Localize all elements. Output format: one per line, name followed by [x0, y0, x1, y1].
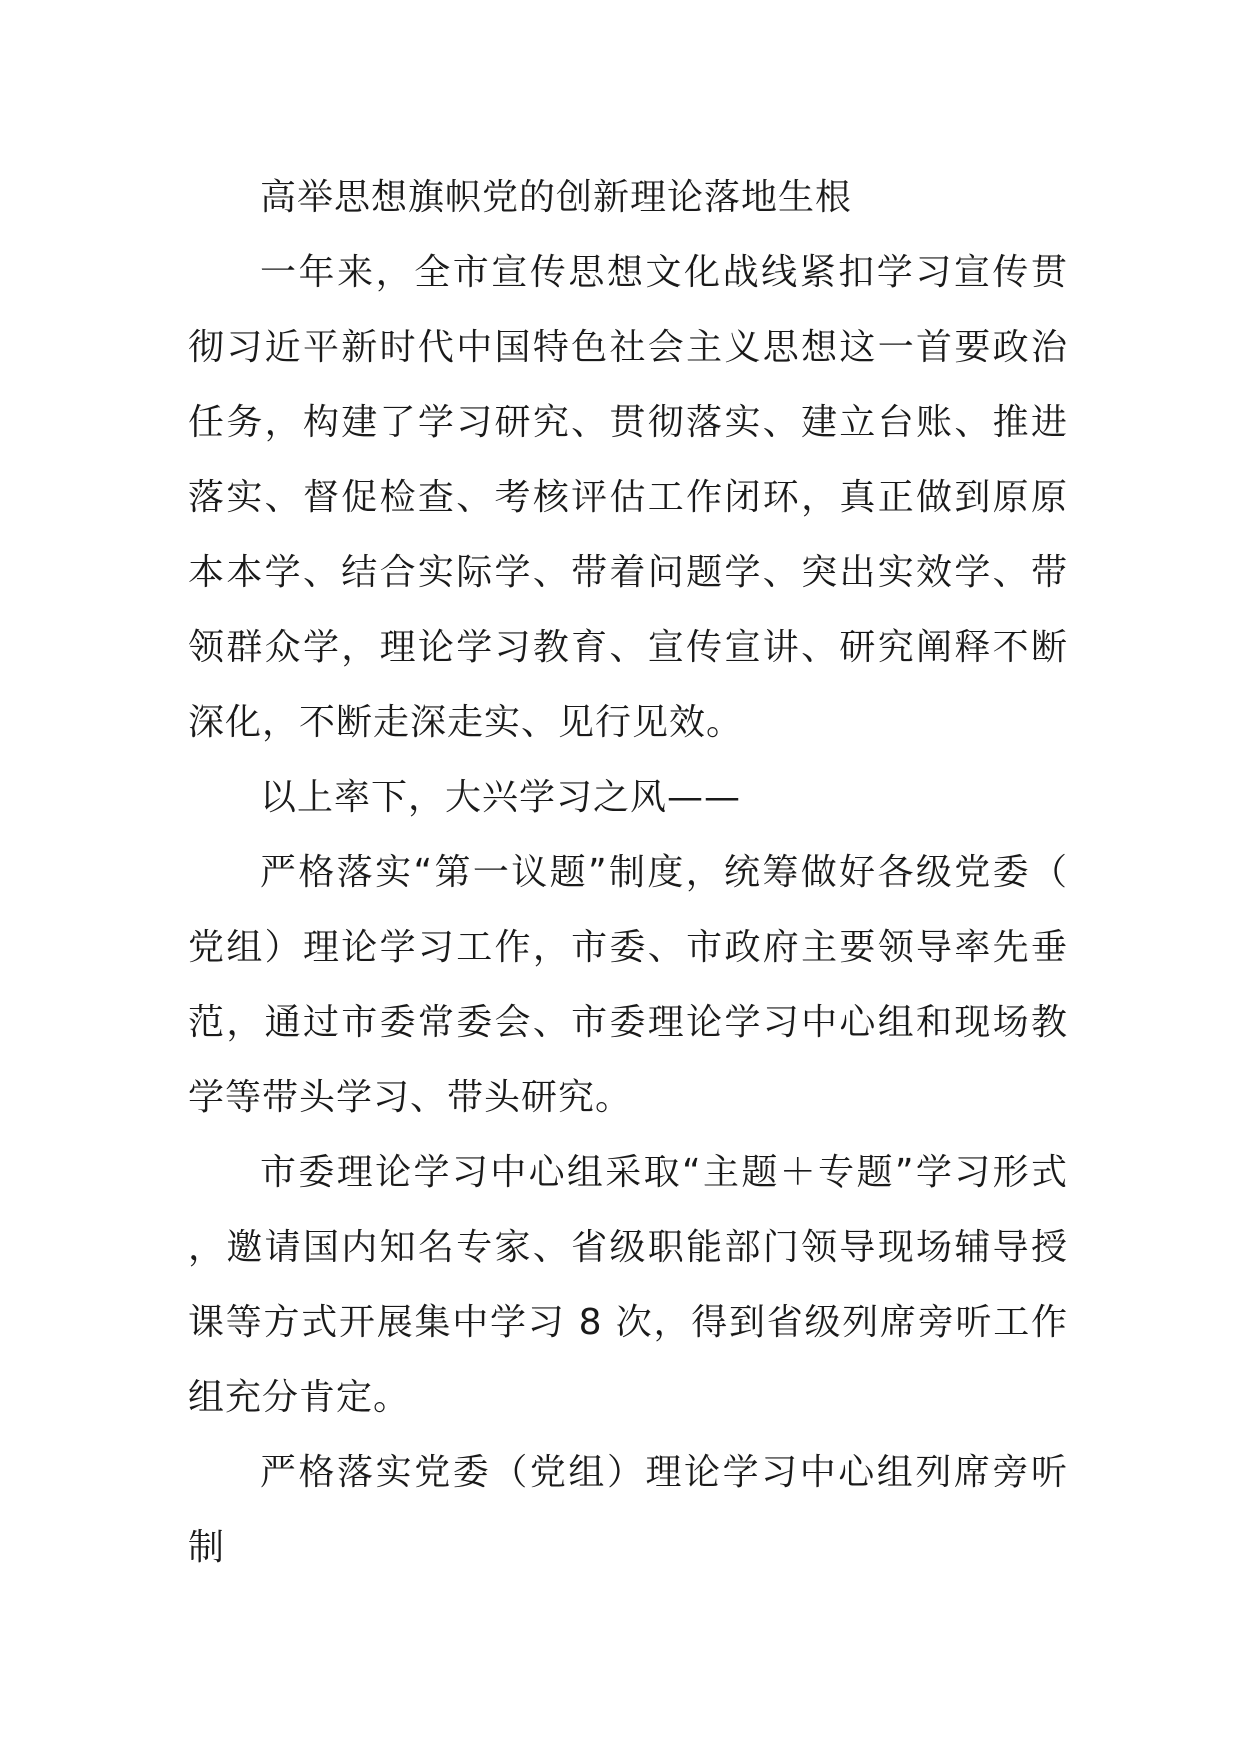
body-paragraph-partial: 严格落实党委（党组）理论学习中心组列席旁听制 [188, 1452, 1068, 1568]
document-body [188, 160, 1068, 1585]
subheading-paragraph: 以上率下，大兴学习之风—— [260, 777, 742, 818]
body-paragraph: 严格落实“第一议题”制度，统筹做好各级党委（党组）理论学习工作，市委、市政府主要领导率先垂范，通过市委常委会、市委理论学习中心组和现场教学等带头学习、带头研究。 [188, 852, 1068, 1118]
body-paragraph: 一年来，全市宣传思想文化战线紧扣学习宣传贯彻习近平新时代中国特色社会主义思想这一首要政治任务，构建了学习研究、贯彻落实、建立台账、推进落实、督促检查、考核评估工作闭环，真正做到原原本本学、结合实际学、带着问题学、突出实效学、带领群众学，理论学习教育、宣传宣讲、研究阐释不断深化，不断走深走实、见行见效。 [188, 252, 1068, 743]
body-paragraph: 市委理论学习中心组采取“主题＋专题”学习形式，邀请国内知名专家、省级职能部门领导现场辅导授课等方式开展集中学习 8 次，得到省级列席旁听工作组充分肯定。 [188, 1152, 1068, 1418]
section-heading: 高举思想旗帜党的创新理论落地生根 [260, 177, 853, 218]
